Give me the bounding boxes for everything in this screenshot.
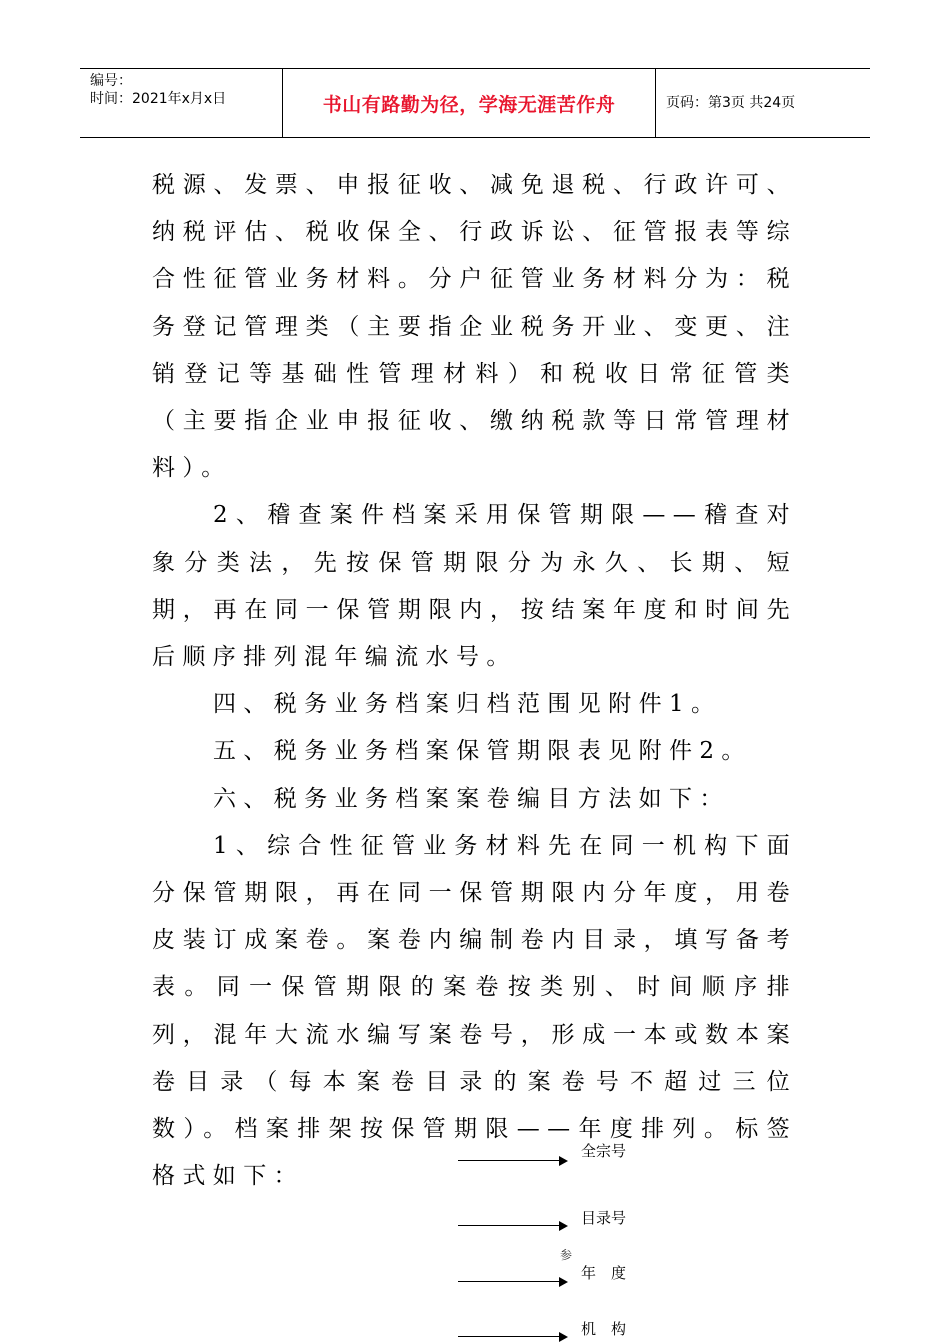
label-year: 年 度: [581, 1264, 627, 1282]
stray-glyph: 参: [560, 1248, 573, 1262]
page-header: [80, 68, 870, 138]
arrow-icon: [458, 1221, 568, 1231]
page-number: 页码：第3页 共24页: [666, 95, 796, 111]
paragraph-section-five: 五、税务业务档案保管期限表见附件2。: [213, 738, 752, 765]
header-middle-cell: [283, 69, 656, 137]
label-catalog-number: 目录号: [581, 1209, 627, 1227]
header-right-cell: [656, 69, 870, 137]
header-motto: 书山有路勤为径，学海无涯苦作舟: [322, 94, 616, 116]
document-body: [152, 162, 797, 1200]
arrow-icon: [458, 1277, 568, 1287]
serial-number-label: 编号：: [90, 73, 132, 89]
date-label: 时间：2021年x月x日: [90, 91, 227, 107]
paragraph-audit-archives: 2、稽查案件档案采用保管期限——稽查对象分类法，先按保管期限分为永久、长期、短期，再在同一保管期限内，按结案年度和时间先后顺序排列混年编流水号。: [152, 502, 797, 671]
paragraph-section-six: 六、税务业务档案案卷编目方法如下：: [213, 785, 730, 812]
paragraph-cataloguing-method: 1、综合性征管业务材料先在同一机构下面分保管期限，再在同一保管期限内分年度，用卷皮装订成案卷。案卷内编制卷内目录，填写备考表。同一保管期限的案卷按类别、时间顺序排列，混年大流水编写案卷号，形成一本或数本案卷目录（每本案卷目录的案卷号不超过三位数）。档案排架按保管期限——年度排列。标签格式如下：: [152, 832, 797, 1190]
label-fonds-number: 全宗号: [581, 1142, 627, 1160]
arrow-icon: [458, 1332, 568, 1342]
label-institution: 机 构: [581, 1320, 627, 1338]
header-left-cell: [80, 69, 283, 137]
paragraph-continuation: 税源、发票、申报征收、减免退税、行政许可、纳税评估、税收保全、行政诉讼、征管报表等综合性征管业务材料。分户征管业务材料分为：税务登记管理类（主要指企业税务开业、变更、注销登记等基础性管理材料）和税收日常征管类（主要指企业申报征收、缴纳税款等日常管理材料）。: [152, 172, 797, 482]
paragraph-section-four: 四、税务业务档案归档范围见附件1。: [213, 691, 722, 718]
